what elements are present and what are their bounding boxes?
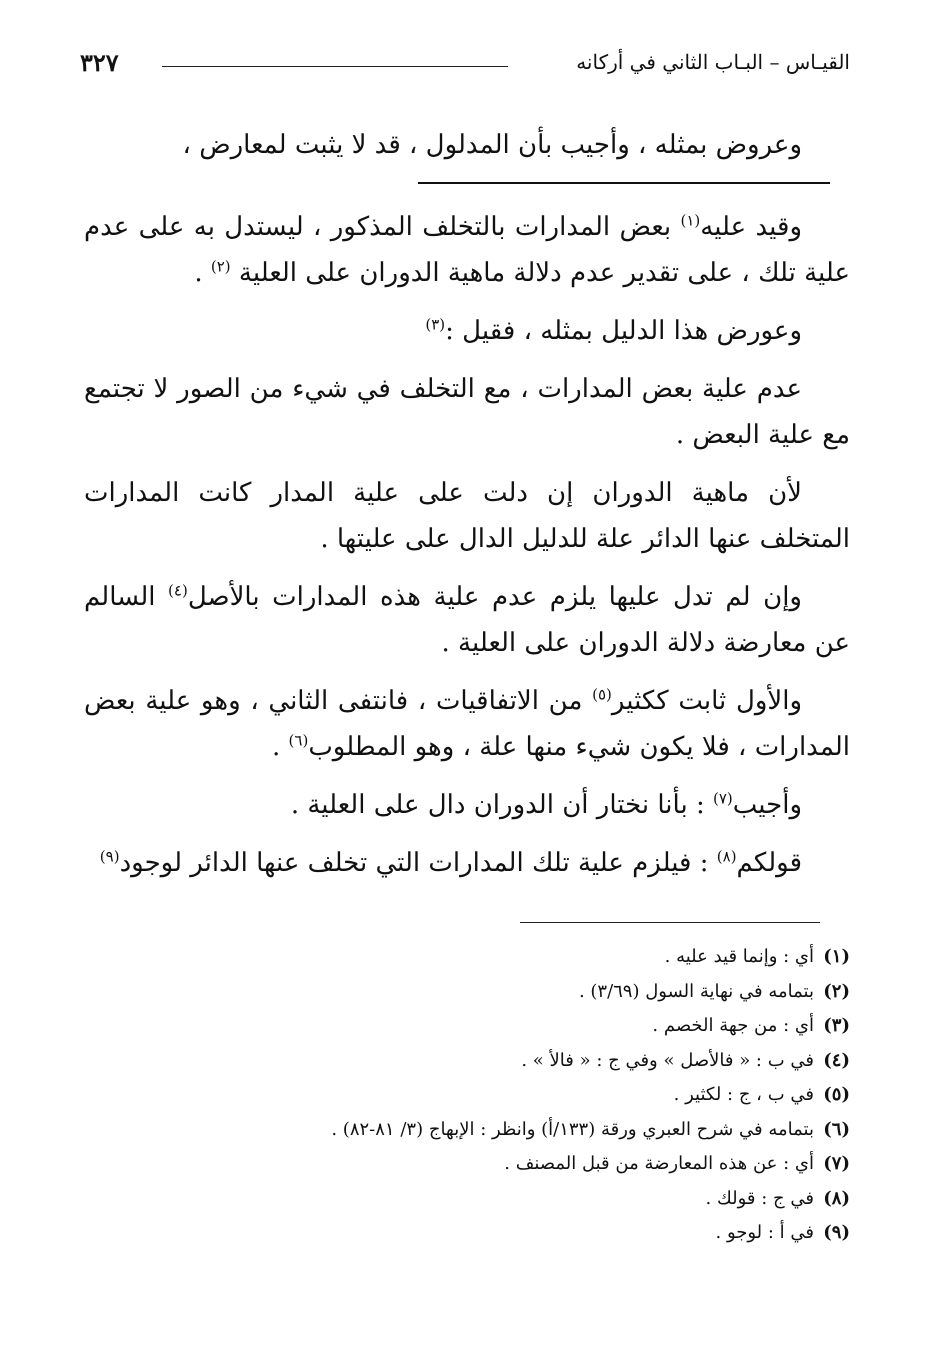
footnote-text: أي : وإنما قيد عليه .: [664, 946, 814, 967]
footnote-ref-2[interactable]: (٢): [210, 257, 231, 276]
footnote-number: (٩): [823, 1222, 850, 1243]
footnote-number: (٨): [823, 1187, 850, 1209]
footnote-item: [100, 1182, 850, 1217]
footnote-number: (٥): [823, 1084, 850, 1105]
footnote-item: [100, 1113, 850, 1148]
footnote-item: [100, 1078, 850, 1113]
footnote-ref-3[interactable]: (٣): [425, 315, 446, 334]
paragraph-6-part-a: والأول ثابت ككثير: [611, 686, 803, 716]
footnote-ref-6[interactable]: (٦): [288, 731, 309, 750]
footnote-item: [100, 1044, 850, 1079]
paragraph-7-part-a: وأجيب: [732, 790, 802, 820]
paragraph-6-part-c: .: [272, 732, 289, 762]
paragraph-1: [84, 204, 850, 296]
footnote-separator: [520, 922, 820, 923]
paragraph-6: [84, 678, 850, 770]
footnote-item: [100, 1009, 850, 1044]
paragraph-5: [84, 574, 850, 666]
paragraph-6-part-b: من الاتفاقيات ، فانتفى الثاني ، وهو علية بعض المدارات ، فلا يكون شيء منها علة ، وهو المطلوب: [84, 686, 850, 762]
paragraph-8: [84, 840, 850, 886]
footnote-number: (٦): [823, 1118, 850, 1140]
footnote-number: (٤): [823, 1049, 850, 1071]
footnote-number: (٢): [823, 980, 850, 1002]
footnote-ref-8[interactable]: (٨): [716, 847, 737, 866]
header-rule: [162, 66, 508, 67]
footnote-ref-4[interactable]: (٤): [168, 581, 188, 600]
footnote-ref-5[interactable]: (٥): [592, 685, 612, 704]
paragraph-5-part-b: السالم عن معارضة دلالة الدوران على العلية .: [84, 582, 850, 658]
footnote-text: في أ : لوجو .: [715, 1222, 814, 1243]
paragraph-7-part-b: : بأنا نختار أن الدوران دال على العلية .: [290, 790, 713, 820]
page-number: ٣٢٧: [80, 48, 119, 77]
footnotes: [100, 940, 850, 1251]
footnote-text: بتمامه في نهاية السول (٣/٦٩) .: [578, 980, 814, 1002]
page-header: [80, 44, 850, 84]
footnote-item: [100, 975, 850, 1010]
footnote-text: أي : من جهة الخصم .: [652, 1015, 814, 1036]
section-divider: [418, 182, 830, 184]
footnote-number: (٣): [823, 1015, 850, 1036]
footnote-number: (١): [823, 946, 850, 967]
continuation-line: وعروض بمثله ، وأجيب بأن المدلول ، قد لا يثبت لمعارض ،: [182, 130, 802, 160]
main-text: [84, 118, 850, 898]
footnote-text: أي : عن هذه المعارضة من قبل المصنف .: [504, 1153, 814, 1174]
footnote-text: في ب : « فالأصل » وفي ج : « فالأ » .: [521, 1049, 814, 1071]
footnote-text: في ج : قولك .: [705, 1187, 814, 1209]
paragraph-5-part-a: وإن لم تدل عليها يلزم عدم علية هذه المدارات بالأصل: [187, 582, 802, 612]
footnote-text: في ب ، ج : لكثير .: [673, 1084, 814, 1105]
paragraph-1-part-a: وقيد عليه: [700, 212, 802, 242]
footnote-item: [100, 940, 850, 975]
paragraph-3: عدم علية بعض المدارات ، مع التخلف في شيء من الصور لا تجتمع مع علية البعض .: [84, 374, 850, 450]
footnote-ref-9[interactable]: (٩): [99, 847, 120, 866]
paragraph-2: [84, 308, 850, 354]
running-title: القيـاس – البـاب الثاني في أركانه: [576, 50, 850, 74]
paragraph-8-part-b: : فيلزم علية تلك المدارات التي تخلف عنها الدائر لوجود: [119, 848, 717, 878]
paragraph-4: لأن ماهية الدوران إن دلت على علية المدار كانت المدارات المتخلف عنها الدائر علة للدليل الدال على عليتها .: [84, 478, 850, 554]
footnote-ref-7[interactable]: (٧): [712, 789, 733, 808]
paragraph-8-part-a: قولكم: [736, 848, 802, 878]
paragraph-1-part-c: .: [194, 258, 211, 288]
footnote-item: [100, 1216, 850, 1251]
footnote-text: بتمامه في شرح العبري ورقة (١٣٣/أ) وانظر : الإبهاج (٣/ ٨١-٨٢) .: [331, 1118, 814, 1140]
footnote-item: [100, 1147, 850, 1182]
paragraph-1-part-b: بعض المدارات بالتخلف المذكور ، ليستدل به على عدم علية تلك ، على تقدير عدم دلالة ماهية الدوران على العلية: [84, 212, 850, 288]
paragraph-2-part-a: وعورض هذا الدليل بمثله ، فقيل :: [445, 316, 802, 346]
paragraph-7: [84, 782, 850, 828]
footnote-ref-1[interactable]: (١): [680, 211, 701, 230]
footnote-number: (٧): [823, 1153, 850, 1174]
